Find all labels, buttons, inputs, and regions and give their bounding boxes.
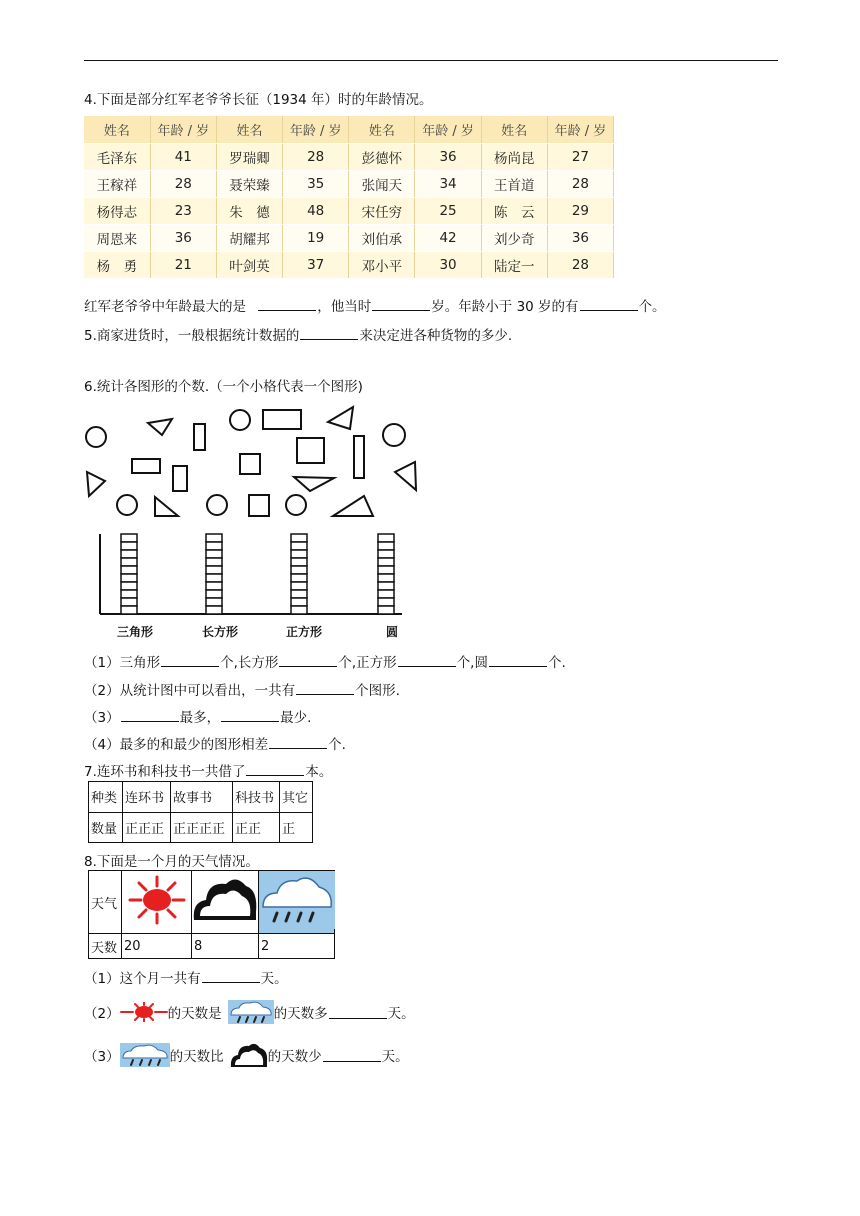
chart-label-circle: 圆 [385,625,399,639]
weather-days-cell: 2 [259,934,335,959]
q7-table-cell: 正正 [233,812,280,843]
circle-shape [207,495,227,515]
q8-s3-blank[interactable] [323,1049,381,1062]
circle-shape [86,427,106,447]
q7-question [84,760,332,780]
chart-cell[interactable] [206,550,222,558]
q6-s3-blank-2[interactable] [221,709,279,722]
name-cell: 杨尚昆 [481,144,547,171]
chart-cell[interactable] [121,542,137,550]
name-cell: 朱 德 [216,198,282,225]
chart-cell[interactable] [206,598,222,606]
age-cell: 36 [150,225,216,252]
shapes-picture [80,402,425,642]
q6-s1-text-a: （1）三角形 [84,655,161,671]
chart-cell[interactable] [121,574,137,582]
q6-s3-text-a: （3） [84,710,120,726]
q6-s3-blank-1[interactable] [121,709,179,722]
age-cell: 41 [150,144,216,171]
q4-text-a: 红军老爷爷中年龄最大的是 [84,299,246,315]
q7-table-row [89,782,313,813]
cloudy-icon [230,1041,268,1069]
name-cell: 刘少奇 [481,225,547,252]
age-cell: 28 [547,171,613,198]
chart-cell[interactable] [206,542,222,550]
square-shape [240,454,260,474]
name-cell: 胡耀邦 [216,225,282,252]
age-table-header-cell: 年龄 / 岁 [283,116,349,144]
q8-s3-text-b: 的天数比 [169,1049,224,1065]
age-table-header-cell: 姓名 [349,116,415,144]
age-table-row [84,144,614,171]
chart-cell[interactable] [121,590,137,598]
weather-label: 天气 [89,871,122,934]
circle-shape [286,495,306,515]
age-table-header-cell: 年龄 / 岁 [150,116,216,144]
triangle-shape [328,407,353,429]
age-table-row [84,171,614,198]
chart-label-triangle: 三角形 [116,625,154,639]
triangle-shape [395,462,416,490]
q4-text-d: 个。 [638,299,666,315]
q8-s2-text-b: 的天数是 [167,1006,222,1022]
chart-cell[interactable] [121,606,137,614]
q8-sub1 [84,967,288,987]
q6-s3-text-b: 最多， [179,710,221,726]
chart-cell[interactable] [378,534,394,542]
chart-cell[interactable] [291,542,307,550]
chart-label-rectangle: 长方形 [201,625,239,639]
age-cell: 27 [547,144,613,171]
triangle-shape [155,497,178,516]
chart-cell[interactable] [291,598,307,606]
q7-table-cell: 其它 [280,782,313,813]
age-cell: 23 [150,198,216,225]
chart-cell[interactable] [378,598,394,606]
q4-blank-2[interactable] [372,298,430,311]
name-cell: 张闻天 [349,171,415,198]
q6-sub4 [84,733,346,753]
name-cell: 聂荣臻 [216,171,282,198]
chart-cell[interactable] [291,606,307,614]
chart-cell[interactable] [291,582,307,590]
q6-s4-text-b: 个. [328,737,346,753]
chart-cell[interactable] [206,566,222,574]
age-table-row [84,198,614,225]
weather-table [88,870,335,959]
q6-s2-text-b: 个图形. [355,683,400,699]
circle-shape [383,424,405,446]
q8-s2-text-a: （2） [84,1006,120,1022]
q7-text-a: 7.连环书和科技书一共借了 [84,764,246,780]
age-cell: 36 [547,225,613,252]
chart-cell[interactable] [206,582,222,590]
chart-cell[interactable] [378,566,394,574]
q4-text-b: ，他当时 [317,299,372,315]
age-cell: 28 [283,144,349,171]
chart-cell[interactable] [121,598,137,606]
square-shape [249,495,269,516]
header-rule [84,60,778,61]
sun-icon [124,874,190,926]
q4-blank-3[interactable] [580,298,638,311]
q7-table-cell: 连环书 [123,782,171,813]
q8-prompt: 8.下面是一个月的天气情况。 [84,854,259,870]
chart-cell[interactable] [121,558,137,566]
age-cell: 19 [283,225,349,252]
q7-table-cell: 正正正 [123,812,171,843]
age-table-header-cell: 姓名 [84,116,150,144]
rectangle-shape [194,424,205,450]
circle-shape [230,410,250,430]
q4-text-c: 岁。年龄小于 30 岁的有 [431,299,579,315]
chart-cell[interactable] [291,574,307,582]
q6-s1-blank-2[interactable] [279,654,337,667]
chart-cell[interactable] [291,590,307,598]
name-cell: 彭德怀 [349,144,415,171]
age-cell: 30 [415,252,481,279]
age-cell: 36 [415,144,481,171]
age-table-header-cell: 年龄 / 岁 [415,116,481,144]
q7-table-cell: 正正正正 [171,812,233,843]
q7-table [88,781,313,843]
name-cell: 王首道 [481,171,547,198]
name-cell: 宋任穷 [349,198,415,225]
age-cell: 48 [283,198,349,225]
q7-blank[interactable] [246,763,304,776]
chart-cell[interactable] [206,606,222,614]
q5-text-b: 来决定进各种货物的多少. [359,328,513,344]
q7-text-b: 本。 [305,764,333,780]
age-table [84,116,614,279]
triangle-shape [148,419,172,435]
age-cell: 34 [415,171,481,198]
weather-days-cell: 天数 [89,934,122,959]
triangle-shape [333,496,373,516]
rectangle-shape [354,436,364,478]
age-cell: 25 [415,198,481,225]
chart-cell[interactable] [378,582,394,590]
q5-blank[interactable] [300,327,358,340]
cloudy-cell [192,871,259,934]
age-cell: 42 [415,225,481,252]
chart-cell[interactable] [121,582,137,590]
q6-sub1 [84,651,566,671]
name-cell: 陆定一 [481,252,547,279]
chart-cell[interactable] [206,590,222,598]
chart-cell[interactable] [291,558,307,566]
q6-s1-blank-1[interactable] [161,654,219,667]
q6-s1-blank-3[interactable] [398,654,456,667]
name-cell: 杨得志 [84,198,150,225]
q4-question [84,295,666,315]
q6-sub2 [84,679,400,699]
chart-cell[interactable] [291,550,307,558]
q6-s1-text-c: 个,正方形 [338,655,397,671]
q8-s1-blank[interactable] [202,970,260,983]
rectangle-shape [173,466,187,491]
q8-s1-text-b: 天。 [260,971,288,987]
chart-cell[interactable] [206,574,222,582]
chart-cell[interactable] [206,534,222,542]
chart-cell[interactable] [291,566,307,574]
chart-cell[interactable] [121,550,137,558]
q6-sub3 [84,706,311,726]
q6-s4-text-a: （4）最多的和最少的图形相差 [84,737,269,753]
age-table-row [84,252,614,279]
q8-s3-text-a: （3） [84,1049,120,1065]
sun-icon [120,1002,168,1022]
name-cell: 邓小平 [349,252,415,279]
chart-cell[interactable] [378,574,394,582]
square-shape [297,438,324,463]
q7-table-cell: 种类 [89,782,123,813]
q8-sub2 [84,1000,415,1024]
weather-days-cell: 20 [122,934,192,959]
chart-cell[interactable] [378,542,394,550]
age-table-header-cell: 姓名 [216,116,282,144]
q7-table-cell: 科技书 [233,782,280,813]
q7-table-cell: 数量 [89,812,123,843]
chart-cell[interactable] [378,590,394,598]
age-cell: 28 [150,171,216,198]
age-table-row [84,225,614,252]
name-cell: 杨 勇 [84,252,150,279]
chart-cell[interactable] [121,566,137,574]
age-cell: 35 [283,171,349,198]
q4-blank-1[interactable] [258,298,316,311]
age-table-header-cell: 年龄 / 岁 [547,116,613,144]
rectangle-shape [263,410,301,429]
name-cell: 周恩来 [84,225,150,252]
q7-table-row [89,812,313,843]
q7-table-cell: 故事书 [171,782,233,813]
q8-s2-blank[interactable] [329,1006,387,1019]
age-cell: 21 [150,252,216,279]
weather-table-row [89,871,335,934]
chart-cell[interactable] [378,558,394,566]
name-cell: 刘伯承 [349,225,415,252]
q6-s1-text-b: 个,长方形 [220,655,279,671]
q6-prompt: 6.统计各图形的个数.（一个小格代表一个图形) [84,379,363,395]
q8-s3-text-d: 天。 [381,1049,409,1065]
rectangle-shape [132,459,160,473]
name-cell: 罗瑞卿 [216,144,282,171]
q6-s3-text-c: 最少. [280,710,312,726]
q7-table-cell: 正 [280,812,313,843]
q6-s2-blank[interactable] [296,682,354,695]
age-cell: 37 [283,252,349,279]
triangle-shape [294,477,334,491]
q5-question [84,324,512,344]
age-cell: 29 [547,198,613,225]
q8-sub3 [84,1041,409,1069]
name-cell: 陈 云 [481,198,547,225]
q6-s1-text-e: 个. [547,655,566,671]
q6-s4-blank[interactable] [269,736,327,749]
chart-cell[interactable] [378,550,394,558]
rain-icon [259,871,335,929]
sunny-cell [122,871,192,934]
q6-s1-blank-4[interactable] [489,654,547,667]
chart-cell[interactable] [206,558,222,566]
q5-text-a: 5.商家进货时，一般根据统计数据的 [84,328,300,344]
q8-s1-text-a: （1）这个月一共有 [84,971,201,987]
q6-s2-text-a: （2）从统计图中可以看出，一共有 [84,683,296,699]
age-cell: 28 [547,252,613,279]
age-table-header-cell: 姓名 [481,116,547,144]
name-cell: 王稼祥 [84,171,150,198]
weather-days-cell: 8 [192,934,259,959]
chart-cell[interactable] [378,606,394,614]
age-table-header [84,116,614,144]
rain-icon [120,1043,170,1067]
chart-cell[interactable] [121,534,137,542]
chart-cell[interactable] [291,534,307,542]
cloudy-icon [192,872,258,928]
q8-s2-text-c: 的天数多 [273,1006,328,1022]
circle-shape [117,495,137,515]
weather-table-row [89,934,335,959]
rainy-cell [259,871,335,934]
chart-label-square: 正方形 [285,625,323,639]
triangle-shape [87,472,105,496]
q8-s3-text-c: 的天数少 [267,1049,322,1065]
q4-prompt: 4.下面是部分红军老爷爷长征（1934 年）时的年龄情况。 [84,92,433,108]
name-cell: 毛泽东 [84,144,150,171]
q6-s1-text-d: 个,圆 [456,655,488,671]
name-cell: 叶剑英 [216,252,282,279]
q8-s2-text-d: 天。 [387,1006,415,1022]
rain-icon [228,1000,274,1024]
